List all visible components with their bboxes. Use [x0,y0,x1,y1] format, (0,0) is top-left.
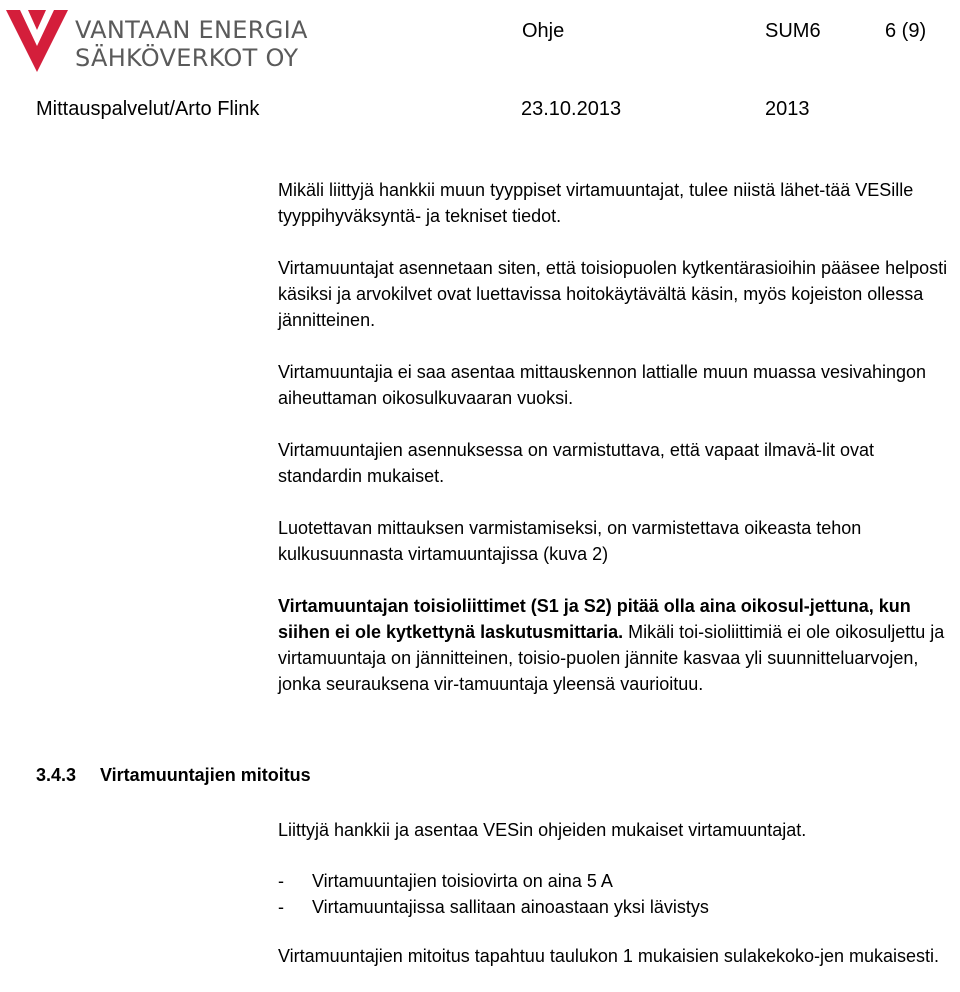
section-title: Virtamuuntajien mitoitus [100,765,311,785]
page-number: 6 (9) [885,20,927,42]
logo-mark-icon [6,6,68,72]
list-item [278,894,954,920]
paragraph-text: Luotettavan mittauksen varmistamiseksi, on varmistettava oikeasta tehon kulkusuunnasta virtamuuntajissa (kuva 2) [278,518,862,564]
paragraph-text: Virtamuuntajien asennuksessa on varmistuttava, että vapaat ilmavä-lit ovat standardin mukaiset. [278,440,874,486]
doc-code: SUM6 [765,20,821,42]
company-logo [6,6,326,76]
requirements-list [278,868,954,920]
doc-year: 2013 [765,98,810,120]
list-dash: - [278,897,284,917]
list-item-text: Virtamuuntajissa sallitaan ainoastaan yksi lävistys [312,897,709,917]
paragraph-text: Virtamuuntajien mitoitus tapahtuu taulukon 1 mukaisien sulakekoko-jen mukaisesti. [278,946,940,966]
paragraph-text: Mikäli liittyjä hankkii muun tyyppiset virtamuuntajat, tulee niistä lähet-tää VESille tyyppihyväksyntä- ja tekniset tiedot. [278,180,914,226]
list-dash: - [278,871,284,891]
author: Mittauspalvelut/Arto Flink [36,98,260,120]
logo-line1: VANTAAN ENERGIA [75,16,308,44]
paragraph-text: Virtamuuntajat asennetaan siten, että toisiopuolen kytkentärasioihin pääsee helposti käsiksi ja arvokilvet ovat luettavissa hoitokäytävältä käsin, myös kojeiston ollessa jännitteinen. [278,258,948,330]
section-number: 3.4.3 [36,765,77,785]
paragraph-text: Liittyjä hankkii ja asentaa VESin ohjeiden mukaiset virtamuuntajat. [278,820,807,840]
section-heading [36,765,311,786]
doc-date: 23.10.2013 [521,98,622,120]
list-item [278,868,954,894]
warning-normal: Mikäli toi-sioliittimiä ei ole oikosuljettu ja virtamuuntaja on jännitteinen, toisio-puolen jännite kasvaa yli suunnitteluarvojen, jonka seurauksena vir-tamuuntaja yleensä vaurioituu. [278,622,945,694]
paragraph-4 [278,437,954,489]
paragraph-text: Virtamuuntajia ei saa asentaa mittauskennon lattialle muun muassa vesivahingon aiheuttaman oikosulkuvaaran vuoksi. [278,362,927,408]
warning-bold: Virtamuuntajan toisioliittimet (S1 ja S2) pitää olla aina oikosul-jettuna, kun siihen ei ole kytkettynä laskutusmittaria. [278,596,911,642]
doc-type: Ohje [522,20,565,42]
list-item-text: Virtamuuntajien toisiovirta on aina 5 A [312,871,613,891]
paragraph-2 [278,255,954,333]
warning-paragraph [278,593,954,697]
paragraph-1 [278,177,954,229]
section-closing [278,943,954,969]
paragraph-3 [278,359,954,411]
paragraph-5 [278,515,954,567]
section-intro [278,817,954,843]
logo-line2: SÄHKÖVERKOT OY [75,44,299,72]
